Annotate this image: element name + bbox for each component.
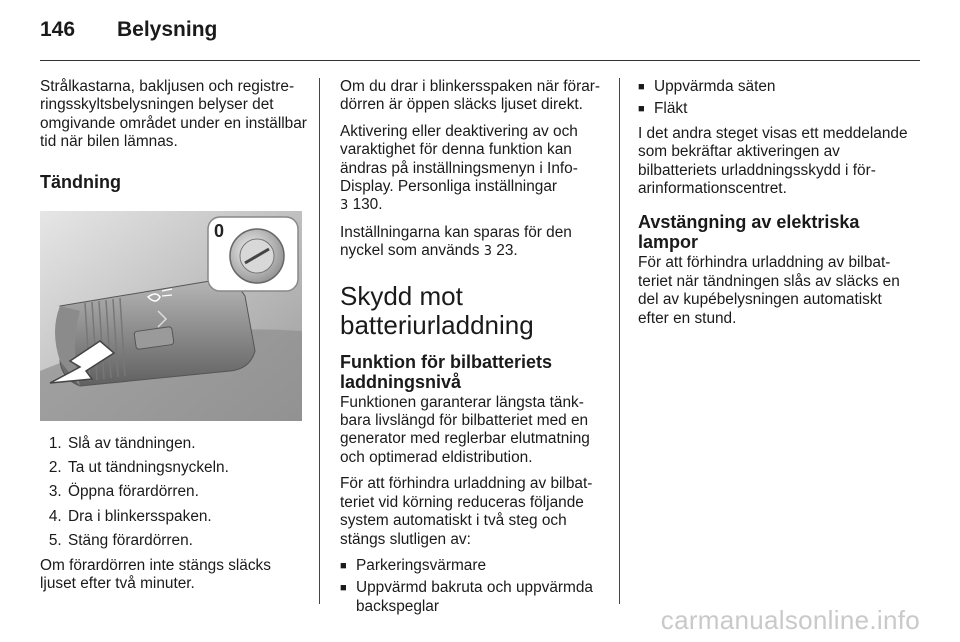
systems-list	[340, 557, 608, 616]
paragraph: För att förhindra urladdning av bilbatteriet vid körning reduceras följande system automatiskt i två steg och stängs slutligen av:	[340, 475, 593, 548]
systems-list-continued	[638, 78, 908, 119]
paragraph: Funktionen garanterar längsta tänkbara livslängd för bilbatteriet med en generator med reglerbar elutmatning och optimerad eldistribution.	[340, 393, 590, 466]
paragraph-with-ref	[340, 224, 608, 262]
header-rule	[40, 60, 920, 61]
list-item: ■ Uppvärmda säten	[638, 78, 908, 96]
list-item: 4. Dra i blinkersspaken.	[66, 508, 308, 526]
page-title: Belysning	[117, 18, 218, 41]
list-item: ■ Fläkt	[638, 100, 908, 118]
subsection-heading-charge-level: Funktion för bilbatteriets laddningsnivå	[340, 351, 553, 392]
column-divider	[319, 78, 320, 604]
page-number: 146	[40, 18, 76, 41]
column-2	[340, 78, 608, 622]
page-ref-link[interactable]: 23.	[496, 242, 518, 260]
list-item: ■ Uppvärmd bakruta och uppvärmda backspeglar	[340, 579, 608, 616]
paragraph-text: Aktivering eller deaktivering av och varaktighet för denna funktion kan ändras på inställningsmenyn i Info-Display. Personliga inställningar	[340, 122, 578, 196]
intro-paragraph: Strålkastarna, bakljusen och registreringsskyltsbelysningen belyser det omgivande området under en inställbar tid när bilen lämnas.	[40, 78, 307, 151]
list-item: 1. Slå av tändningen.	[66, 435, 308, 453]
column-divider	[619, 78, 620, 604]
paragraph: I det andra steget visas ett meddelande som bekräftar aktiveringen av bilbatteriets urladdningsskydd i förarinformationscentret.	[638, 124, 908, 198]
section-heading-lamps-off: Avstängning av elektriska lampor	[638, 212, 860, 253]
page-ref-link[interactable]: 130.	[352, 196, 383, 214]
page-header	[40, 18, 920, 48]
column-3	[638, 78, 908, 336]
paragraph: Om du drar i blinkersspaken när förardörren är öppen släcks ljuset direkt.	[340, 78, 601, 114]
watermark: carmanualsonline.info	[660, 605, 920, 635]
paragraph-text: Inställningarna kan sparas för den nyckel som används	[340, 223, 572, 260]
section-heading-battery: Skydd mot batteriurladdning	[340, 280, 534, 340]
list-item: ■ Parkeringsvärmare	[340, 557, 608, 575]
page-ref-icon: 3	[483, 244, 493, 260]
paragraph-with-ref	[340, 123, 608, 216]
lever-illustration	[40, 211, 302, 421]
list-item: 2. Ta ut tändningsnyckeln.	[66, 459, 308, 477]
lever-illustration-svg	[40, 211, 302, 421]
steps-list	[40, 435, 308, 551]
page-ref-icon: 3	[340, 198, 349, 214]
column-1	[40, 78, 308, 601]
outro-paragraph: Om förardörren inte stängs släcks ljuset efter två minuter.	[40, 556, 271, 593]
list-item: 5. Stäng förardörren.	[66, 532, 308, 550]
list-item: 3. Öppna förardörren.	[66, 483, 308, 501]
paragraph: För att förhindra urladdning av bilbatteriet när tändningen slås av släcks en del av kupébelysningen automatiskt efter en stund.	[638, 254, 900, 327]
section-heading-tandning: Tändning	[40, 171, 121, 192]
dial-label: 0	[214, 220, 225, 241]
